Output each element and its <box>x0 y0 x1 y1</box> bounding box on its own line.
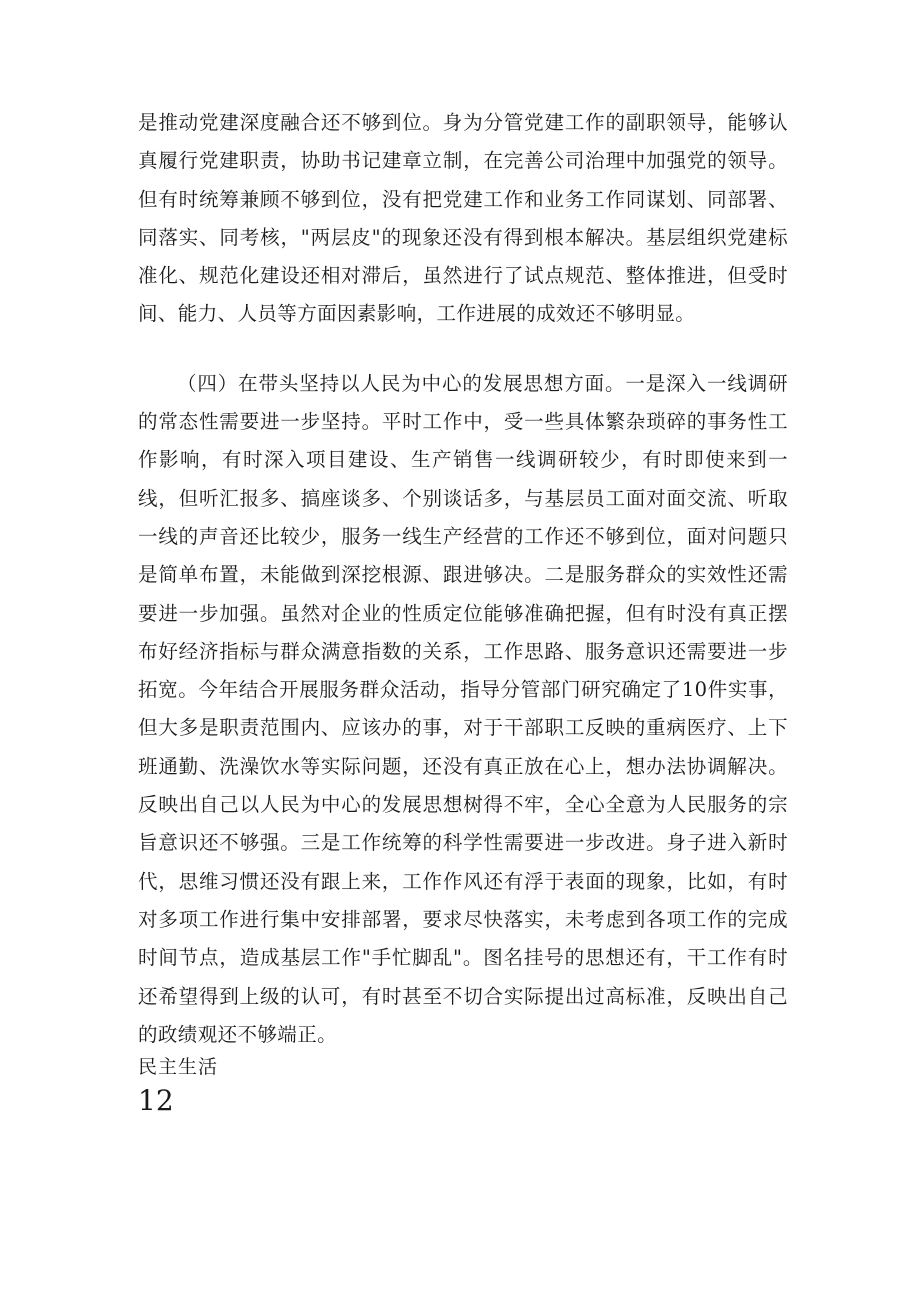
paragraph-gap <box>138 334 788 365</box>
footer-label: 民主生活 <box>138 1056 219 1079</box>
paragraph-section-four: （四）在带头坚持以人民为中心的发展思想方面。一是深入一线调研的常态性需要进一步坚持。平时工作中，受一些具体繁杂琐碎的事务性工作影响，有时深入项目建设、生产销售一线调研较少，有时即使来到一线，但听汇报多、搞座谈多、个别谈话多，与基层员工面对面交流、听取一线的声音还比较少，服务一线生产经营的工作还不够到位，面对问题只是简单布置，未能做到深挖根源、跟进够决。二是服务群众的实效性还需要进一步加强。虽然对企业的性质定位能够准确把握，但有时没有真正摆布好经济指标与群众满意指数的关系，工作思路、服务意识还需要进一步拓宽。今年结合开展服务群众活动，指导分管部门研究确定了10件实事，但大多是职责范围内、应该办的事，对于干部职工反映的重病医疗、上下班通勤、洗澡饮水等实际问题，还没有真正放在心上，想办法协调解决。反映出自己以人民为中心的发展思想树得不牢，全心全意为人民服务的宗旨意识还不够强。三是工作统筹的科学性需要进一步改进。身子进入新时代，思维习惯还没有跟上来，工作作风还有浮于表面的现象，比如，有时对多项工作进行集中安排部署，要求尽快落实，未考虑到各项工作的完成时间节点，造成基层工作"手忙脚乱"。图名挂号的思想还有，干工作有时还希望得到上级的认可，有时甚至不切合实际提出过高标准，反映出自己的政绩观还不够端正。 <box>138 371 788 1046</box>
page-number: 12 <box>138 1084 174 1118</box>
document-page <box>138 104 788 1118</box>
paragraph-continuation: 是推动党建深度融合还不够到位。身为分管党建工作的副职领导，能够认真履行党建职责，协助书记建章立制，在完善公司治理中加强党的领导。但有时统筹兼顾不够到位，没有把党建工作和业务工作同谋划、同部署、同落实、同考核，"两层皮"的现象还没有得到根本解决。基层组织党建标准化、规范化建设还相对滞后，虽然进行了试点规范、整体推进，但受时间、能力、人员等方面因素影响，工作进展的成效还不够明显。 <box>138 111 788 326</box>
